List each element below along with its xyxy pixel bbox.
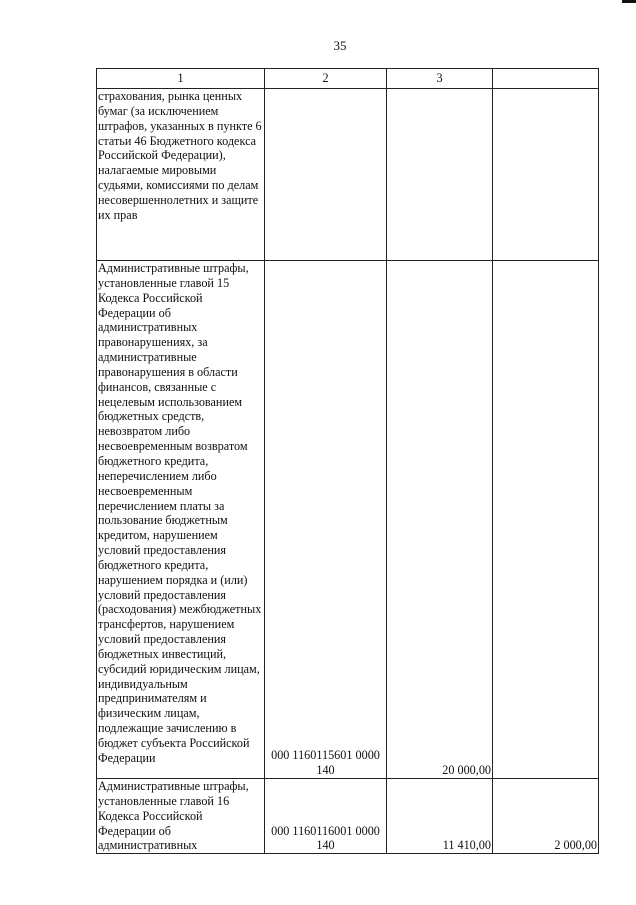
row-amount-2 <box>493 261 599 779</box>
table-header-row <box>97 69 599 89</box>
row-name: Административные штрафы, установленные главой 16 Кодекса Российской Федерации об административных <box>97 779 265 854</box>
page-number: 35 <box>333 38 347 53</box>
row-amount-2 <box>493 89 599 261</box>
row-code: 000 1160115601 0000 140 <box>265 261 387 779</box>
table-row <box>97 261 599 779</box>
table-row <box>97 89 599 261</box>
column-header-2: 2 <box>265 69 387 89</box>
row-name: страхования, рынка ценных бумаг (за исключением штрафов, указанных в пункте 6 статьи 46 Бюджетного кодекса Российской Федерации), налагаемые мировыми судьями, комиссиями по делам несовершеннолетних и защите их прав <box>97 89 265 261</box>
row-code: 000 1160116001 0000 140 <box>265 779 387 854</box>
column-header-4 <box>493 69 599 89</box>
column-header-3: 3 <box>387 69 493 89</box>
budget-table <box>96 68 599 854</box>
row-amount-2: 2 000,00 <box>493 779 599 854</box>
row-amount-1 <box>387 89 493 261</box>
row-name: Административные штрафы, установленные главой 15 Кодекса Российской Федерации об административных правонарушениях, за административные правонарушения в области финансов, связанные с нецелевым использованием бюджетных средств, невозвратом либо несвоевременным возвратом бюджетного кредита, неперечислением либо несвоевременным перечислением платы за пользование бюджетным кредитом, нарушением условий предоставления бюджетного кредита, нарушением порядка и (или) условий предоставления (расходования) межбюджетных трансфертов, нарушением условий предоставления бюджетных инвестиций, субсидий юридическим лицам, индивидуальным предпринимателям и физическим лицам, подлежащие зачислению в бюджет субъекта Российской Федерации <box>97 261 265 779</box>
table-row <box>97 779 599 854</box>
row-code <box>265 89 387 261</box>
column-header-1: 1 <box>97 69 265 89</box>
corner-mark <box>622 0 636 3</box>
row-amount-1: 20 000,00 <box>387 261 493 779</box>
row-amount-1: 11 410,00 <box>387 779 493 854</box>
